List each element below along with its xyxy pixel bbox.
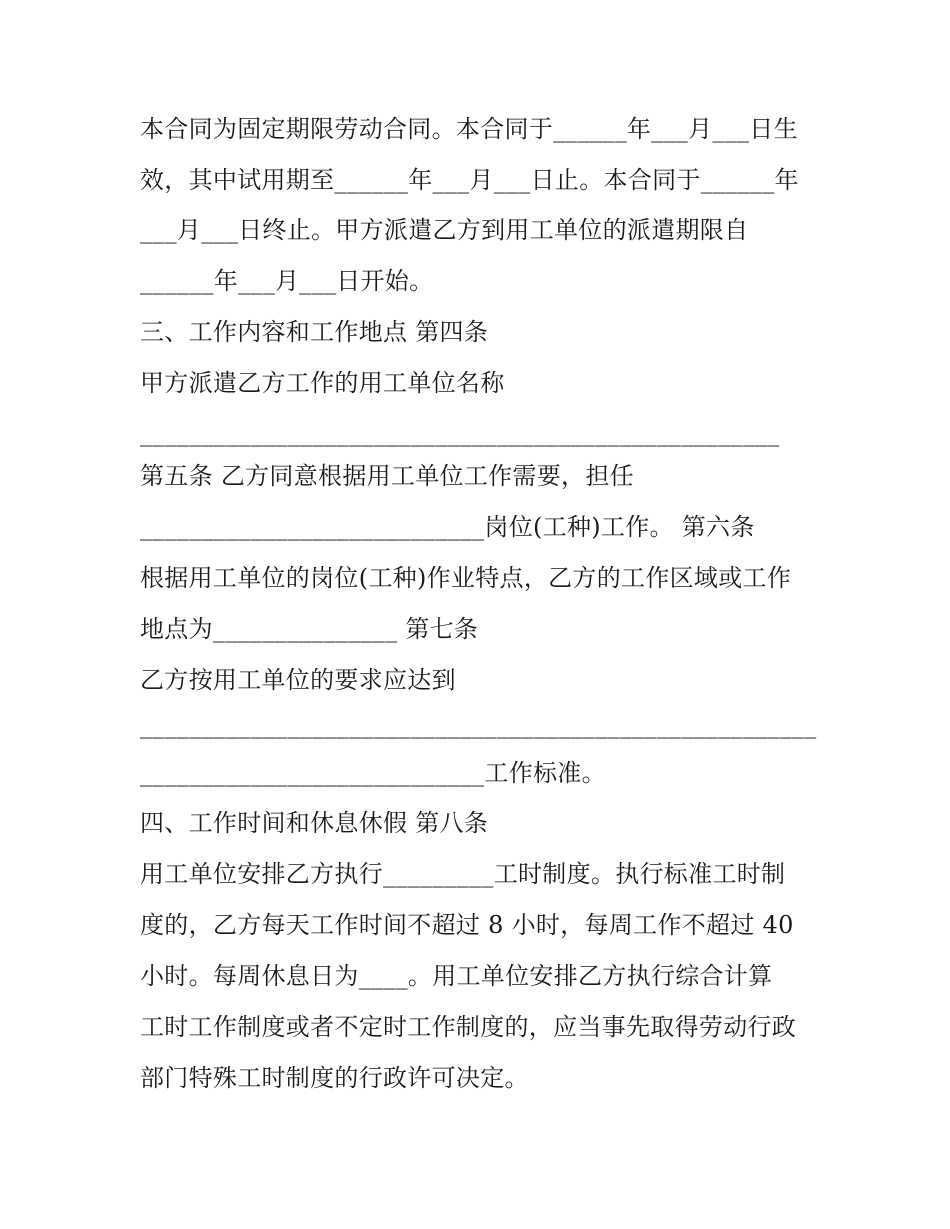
paragraph-line: 地点为_______________ 第七条 [140, 615, 479, 643]
section-heading: 三、工作内容和工作地点 第四条 [140, 318, 489, 346]
blank-fill-line: _______________________________________________________ [140, 711, 817, 739]
paragraph-line: ____________________________工作标准。 [140, 759, 606, 787]
paragraph-line: 部门特殊工时制度的行政许可决定。 [140, 1064, 529, 1092]
blank-fill-line: ____________________________________________________ [140, 419, 780, 447]
paragraph-line: 用工单位安排乙方执行_________工时制度。执行标准工时制 [140, 860, 786, 888]
paragraph-line: ___月___日终止。甲方派遣乙方到用工单位的派遣期限自 [140, 216, 749, 244]
paragraph-line: 甲方派遣乙方工作的用工单位名称 [140, 369, 505, 397]
section-heading: 四、工作时间和休息休假 第八条 [140, 809, 489, 837]
paragraph-line: 工时工作制度或者不定时工作制度的，应当事先取得劳动行政 [140, 1013, 797, 1041]
paragraph-line: ______年___月___日开始。 [140, 267, 434, 295]
paragraph-line: 效，其中试用期至______年___月___日止。本合同于______年 [140, 166, 799, 194]
paragraph-line: ____________________________岗位(工种)工作。 第六条 [140, 513, 755, 541]
paragraph-line: 本合同为固定期限劳动合同。本合同于______年___月___日生 [140, 115, 798, 143]
paragraph-line: 小时。每周休息日为____。用工单位安排乙方执行综合计算 [140, 962, 773, 990]
paragraph-line: 乙方按用工单位的要求应达到 [140, 666, 456, 694]
paragraph-line: 第五条 乙方同意根据用工单位工作需要，担任 [140, 462, 634, 490]
paragraph-line: 根据用工单位的岗位(工种)作业特点，乙方的工作区域或工作 [140, 564, 792, 592]
paragraph-line: 度的，乙方每天工作时间不超过 8 小时，每周工作不超过 40 [140, 911, 794, 939]
